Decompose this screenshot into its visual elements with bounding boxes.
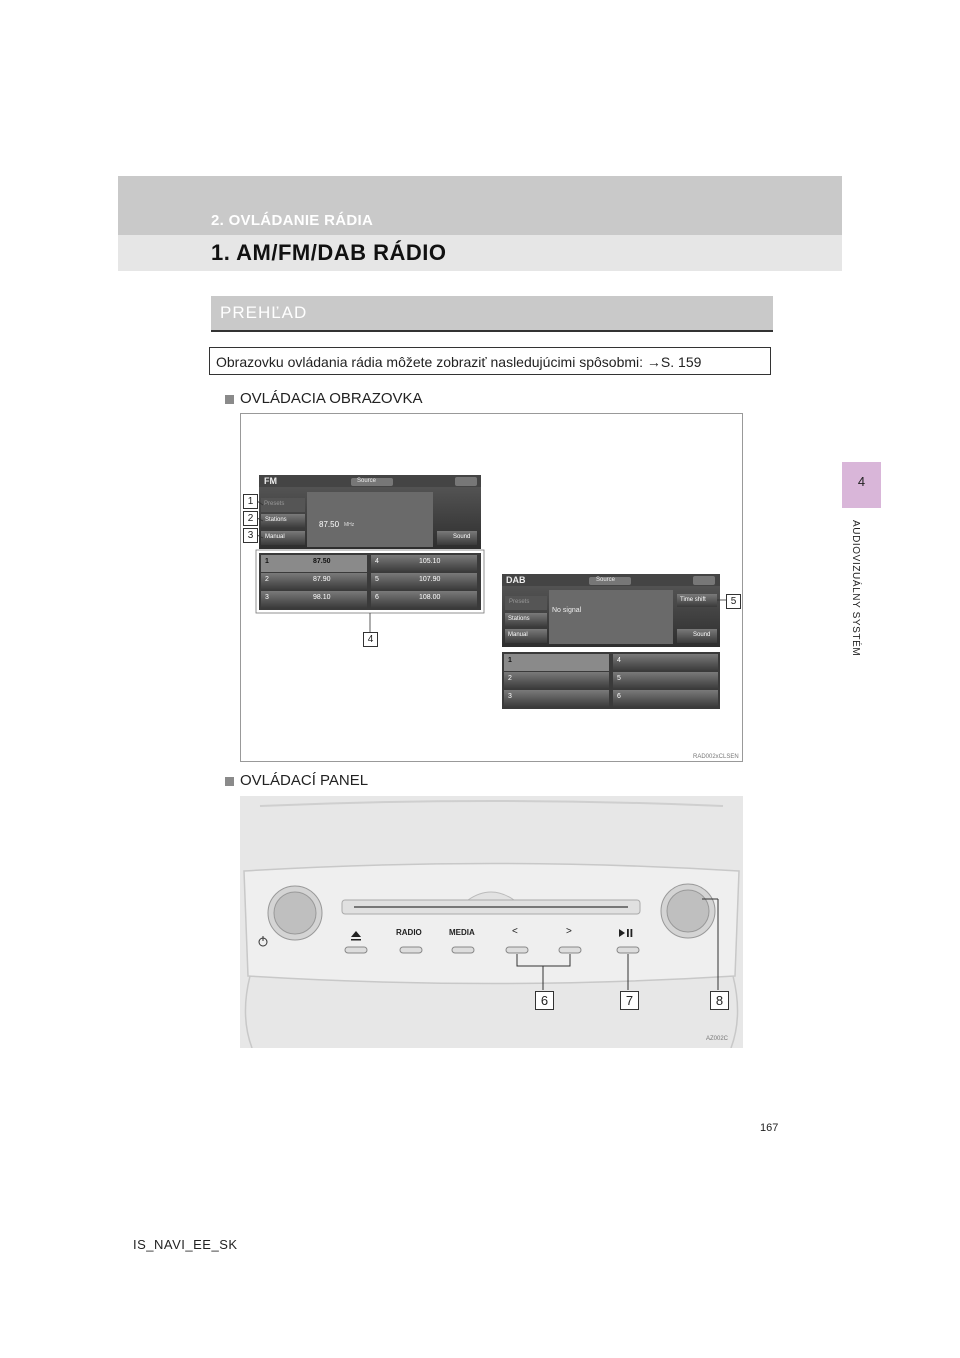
panel-top-edge <box>260 801 723 806</box>
square-bullet-icon <box>225 395 234 404</box>
callout-1: 1 <box>243 494 258 509</box>
fm-preset-2-num: 2 <box>265 576 269 583</box>
fm-manual-label: Manual <box>265 534 285 540</box>
callout-8: 8 <box>710 991 729 1010</box>
fm-preset-1-num: 1 <box>265 558 269 565</box>
callout-5: 5 <box>726 594 741 609</box>
dab-preset-5 <box>613 672 718 689</box>
dab-preset-1-num: 1 <box>508 657 512 664</box>
dab-back-button <box>693 576 715 585</box>
fm-preset-3-value: 98.10 <box>313 594 331 601</box>
dab-no-signal: No signal <box>552 607 582 614</box>
control-panel-figure <box>240 796 743 1048</box>
document-code: IS_NAVI_EE_SK <box>133 1237 238 1252</box>
control-screen-illustration <box>241 414 744 763</box>
dab-preset-6 <box>613 690 718 707</box>
dab-band-label: DAB <box>506 575 526 585</box>
section-label: 2. OVLÁDANIE RÁDIA <box>211 212 374 229</box>
dab-timeshift-label: Time shift <box>680 597 706 603</box>
seek-up-button <box>559 947 581 953</box>
callout-3: 3 <box>243 528 258 543</box>
callout-4: 4 <box>363 632 378 647</box>
dab-preset-2 <box>504 672 609 689</box>
power-volume-knob-inner <box>274 892 316 934</box>
dab-manual-label: Manual <box>508 632 528 638</box>
dab-preset-1 <box>504 654 609 671</box>
callout-6: 6 <box>535 991 554 1010</box>
control-screen-figure <box>240 413 743 762</box>
control-panel-illustration <box>240 796 743 1048</box>
radio-button <box>400 947 422 953</box>
panel-subheading <box>225 772 368 789</box>
fm-preset-5-num: 5 <box>375 576 379 583</box>
overview-heading: PREHĽAD <box>220 303 308 322</box>
fm-preset-3-num: 3 <box>265 594 269 601</box>
tune-scroll-knob-inner <box>667 890 709 932</box>
dab-preset-3 <box>504 690 609 707</box>
dab-presets-label: Presets <box>509 599 530 605</box>
fm-source-label: Source <box>357 478 377 484</box>
fm-frequency-unit: MHz <box>344 522 355 528</box>
chapter-number: 4 <box>857 474 866 489</box>
dab-sound-label: Sound <box>693 632 711 638</box>
dab-stations-label: Stations <box>508 616 530 622</box>
fm-band-label: FM <box>264 476 277 486</box>
pause-bar-1 <box>627 929 629 937</box>
seek-up-label: > <box>566 926 572 937</box>
figure-code-1: RAD002xCLSEN <box>693 754 739 760</box>
cd-slot-opening <box>354 906 628 908</box>
panel-left-edge <box>245 976 252 1048</box>
pause-bar-2 <box>631 929 633 937</box>
fm-frequency: 87.50 <box>319 520 340 529</box>
fm-preset-6-num: 6 <box>375 594 379 601</box>
callout-7: 7 <box>620 991 639 1010</box>
seek-down-button <box>506 947 528 953</box>
screen-subheading <box>225 390 423 407</box>
fm-preset-6-value: 108.00 <box>419 594 441 601</box>
dab-source-label: Source <box>596 577 616 583</box>
fm-back-button <box>455 477 477 486</box>
screen-subheading-text: OVLÁDACIA OBRAZOVKA <box>240 390 423 407</box>
media-button-label: MEDIA <box>449 928 475 937</box>
fm-stations-label: Stations <box>265 517 287 523</box>
fm-sound-label: Sound <box>453 534 471 540</box>
fm-presets-label: Presets <box>264 501 285 507</box>
overview-heading-bar <box>211 296 773 332</box>
dab-preset-5-num: 5 <box>617 675 621 682</box>
fm-preset-2-value: 87.90 <box>313 576 331 583</box>
dab-preset-2-num: 2 <box>508 675 512 682</box>
play-pause-button <box>617 947 639 953</box>
overview-text: Obrazovku ovládania rádia môžete zobraziť nasledujúcimi spôsobmi: →S. 159 <box>209 347 771 375</box>
media-button <box>452 947 474 953</box>
figure-code-2: AZ002C <box>706 1036 729 1042</box>
panel-subheading-text: OVLÁDACÍ PANEL <box>240 772 369 789</box>
seek-down-label: < <box>512 926 518 937</box>
callout-2: 2 <box>243 511 258 526</box>
eject-button <box>345 947 367 953</box>
dab-preset-4-num: 4 <box>617 657 621 664</box>
panel-right-edge <box>731 976 738 1048</box>
chapter-title: AUDIOVIZUÁLNY SYSTÉM <box>850 520 861 657</box>
dab-preset-6-num: 6 <box>617 693 621 700</box>
fm-preset-4-value: 105.10 <box>419 558 441 565</box>
page-number: 167 <box>760 1122 779 1134</box>
fm-preset-5-value: 107.90 <box>419 576 441 583</box>
eject-icon-bar <box>351 939 361 941</box>
page-title: 1. AM/FM/DAB RÁDIO <box>211 240 447 265</box>
fm-preset-4-num: 4 <box>375 558 379 565</box>
dab-display <box>549 590 673 644</box>
dab-preset-4 <box>613 654 718 671</box>
dab-preset-3-num: 3 <box>508 693 512 700</box>
square-bullet-icon <box>225 777 234 786</box>
fm-preset-1-value: 87.50 <box>313 558 331 565</box>
radio-button-label: RADIO <box>396 928 422 937</box>
